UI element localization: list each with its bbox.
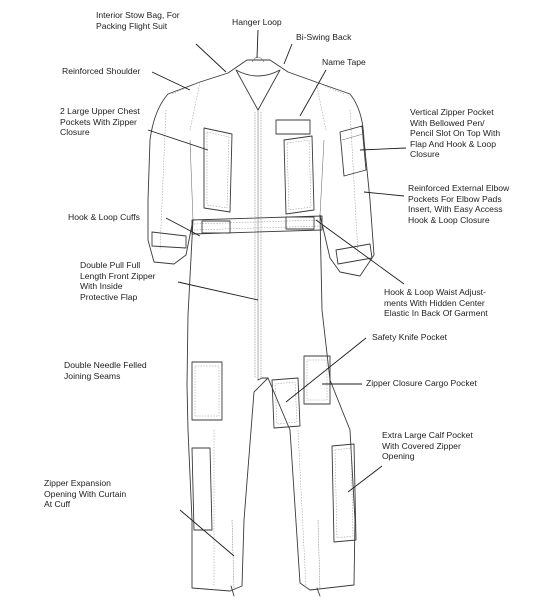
leader-vertical-zipper-pocket [360, 148, 406, 150]
leader-hook-loop-cuffs [166, 218, 200, 236]
label-bi-swing-back: Bi-Swing Back [296, 32, 352, 42]
label-front-zipper: Double Pull Full Length Front Zipper With Inside Protective Flap [80, 260, 156, 302]
cuff-zipper-pull-left [231, 586, 234, 596]
chest-pocket-right [284, 136, 314, 214]
arm-inner-right [320, 140, 324, 215]
label-chest-pockets: 2 Large Upper Chest Pockets With Zipper Closure [60, 106, 140, 138]
sleeve-seam-right [350, 110, 358, 255]
label-felled-seams: Double Needle Felled Joining Seams [64, 360, 147, 381]
thigh-pocket-left-stitch [195, 366, 219, 416]
label-cargo-pocket: Zipper Closure Cargo Pocket [366, 378, 477, 388]
cuff-zipper-right [318, 520, 320, 590]
leader-zipper-expansion [180, 510, 234, 556]
leader-waist-adjustments [316, 220, 404, 284]
calf-pocket-right-stitch [335, 448, 353, 538]
leader-reinforced-shoulder [152, 72, 190, 90]
chest-pocket-left-stitch [207, 132, 229, 208]
collar [236, 70, 280, 110]
sleeve-seam-left [160, 110, 166, 250]
label-calf-pocket: Extra Large Calf Pocket With Covered Zipper Opening [382, 430, 473, 462]
waist-tab-right [286, 217, 314, 229]
label-name-tape: Name Tape [322, 57, 366, 67]
label-waist-adjustments: Hook & Loop Waist Adjust- ments With Hidden Center Elastic In Back Of Garment [384, 287, 488, 319]
sleeve-pocket [340, 126, 366, 176]
arm-inner-left [190, 140, 193, 220]
label-hook-loop-cuffs: Hook & Loop Cuffs [68, 212, 140, 222]
hanger-loop [252, 57, 264, 62]
calf-pocket-right [332, 444, 356, 542]
leader-chest-pockets [148, 130, 208, 150]
calf-pocket-left [192, 448, 212, 530]
label-elbow-pockets: Reinforced External Elbow Pockets For Elbow Pads Insert, With Easy Access Hook & Loop Closure [408, 183, 510, 225]
leader-stow-bag [196, 44, 226, 72]
leader-front-zipper [178, 282, 258, 300]
leader-elbow-pockets [364, 192, 404, 196]
label-reinforced-shoulder: Reinforced Shoulder [62, 66, 141, 76]
leader-hanger-loop [257, 30, 258, 58]
label-vertical-zipper-pocket: Vertical Zipper Pocket With Bellowed Pen/ Pencil Slot On Top With Flap And Hook & Loop Closure [410, 107, 501, 160]
label-safety-knife-pocket: Safety Knife Pocket [372, 332, 447, 342]
thigh-pocket-left [192, 362, 222, 420]
cargo-pocket-stitch [307, 360, 327, 400]
chest-pocket-right-stitch [287, 140, 311, 210]
label-zipper-expansion: Zipper Expansion Opening With Curtain At Cuff [44, 478, 127, 510]
sleeve-pocket-flap [342, 134, 363, 140]
label-hanger-loop: Hanger Loop [232, 17, 282, 27]
leader-bi-swing-back [284, 44, 292, 64]
name-tape-patch [276, 120, 310, 134]
label-stow-bag: Interior Stow Bag, For Packing Flight Suit [96, 10, 180, 31]
shoulder-seam-right [316, 82, 344, 130]
leader-name-tape [300, 70, 326, 116]
shoulder-seam-left [172, 82, 200, 130]
waist-stitch [194, 220, 320, 230]
chest-pocket-left [204, 128, 232, 212]
cargo-pocket [304, 356, 330, 404]
cuff-right [336, 244, 372, 264]
cuff-left [152, 232, 186, 248]
waist-band [192, 216, 322, 234]
